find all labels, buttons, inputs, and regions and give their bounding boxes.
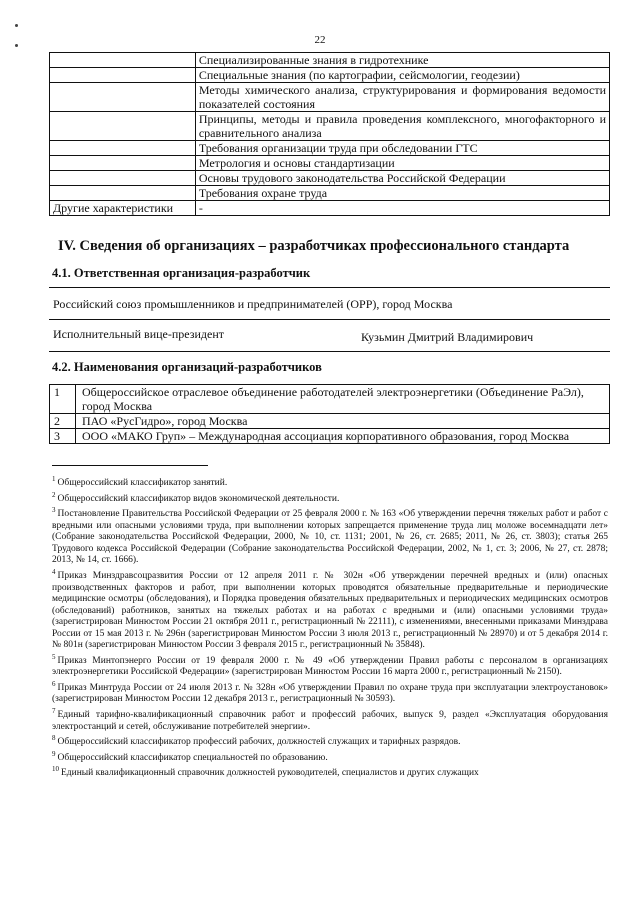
row-value: Основы трудового законодательства Российской Федерации (195, 171, 609, 186)
footnote-number: 5 (52, 652, 56, 661)
rule (49, 287, 610, 288)
table-row (50, 68, 610, 83)
organization-name: ПАО «РусГидро», город Москва (76, 414, 610, 429)
row-label (50, 112, 196, 141)
footnote (52, 764, 608, 780)
table-row (50, 141, 610, 156)
scan-mark (15, 24, 18, 27)
row-number: 1 (50, 385, 76, 414)
row-label (50, 83, 196, 112)
table-row (50, 429, 610, 444)
footnote-number: 7 (52, 706, 56, 715)
table-row (50, 385, 610, 414)
row-value: Метрология и основы стандартизации (195, 156, 609, 171)
footnote-number: 4 (52, 567, 56, 576)
row-number: 2 (50, 414, 76, 429)
knowledge-table (49, 52, 610, 216)
footnote-number: 3 (52, 506, 56, 515)
signatory-name: Кузьмин Дмитрий Владимирович (361, 330, 534, 344)
footnote-number: 8 (52, 734, 56, 743)
footnote-number: 1 (52, 475, 56, 483)
table-row (50, 53, 610, 68)
footnote-text: Постановление Правительства Российской Федерации от 25 февраля 2000 г. № 163 «Об утверждении перечня тяжелых работ и работ с вредными или опасными условиями труда, при выполнении которых запрещается применение труда лиц моложе восемнадцати лет» (Собрание законодательства Российской Федерации, 2000, № 10, ст. 1131; 2001, № 26, ст. 2685; 2011, № 26, ст. 3803); статья 265 Трудового кодекса Российской Федерации (Собрание законодательства Российской Федерации, 2002, № 1, ст. 3; 2006, № 27, ст. 2878; 2013, № 14, ст. 1666). (52, 509, 608, 566)
footnote-separator (52, 465, 208, 466)
organization-name: Российский союз промышленников и предпринимателей (ОРР), город Москва (53, 297, 453, 311)
footnote-text: Общероссийский классификатор профессий рабочих, должностей служащих и тарифных разрядов. (57, 737, 461, 748)
footnote (52, 490, 608, 506)
row-label (50, 186, 196, 201)
row-label (50, 156, 196, 171)
footnote-text: Единый квалификационный справочник должностей руководителей, специалистов и других служащих (61, 768, 479, 779)
table-row (50, 156, 610, 171)
rule (49, 319, 610, 320)
footnotes (52, 474, 608, 780)
footnote-text: Единый тарифно-квалификационный справочник работ и профессий рабочих, выпуск 9, раздел «Эксплуатация оборудования электростанций и сетей, обслуживание потребителей энергии». (52, 710, 608, 732)
signatory-position: Исполнительный вице-президент (53, 327, 225, 341)
table-row (50, 186, 610, 201)
row-value: Специальные знания (по картографии, сейсмологии, геодезии) (195, 68, 609, 83)
footnote (52, 749, 608, 765)
section-title: IV. Сведения об организациях – разработчиках профессионального стандарта (58, 238, 570, 254)
footnote (52, 733, 608, 749)
row-value: Требования охране труда (195, 186, 609, 201)
table-row (50, 83, 610, 112)
footnote-text: Общероссийский классификатор специальностей по образованию. (57, 752, 328, 763)
table-row (50, 112, 610, 141)
row-number: 3 (50, 429, 76, 444)
row-value: Специализированные знания в гидротехнике (195, 53, 609, 68)
footnote (52, 706, 608, 733)
subsection-4-2-heading: 4.2. Наименования организаций-разработчиков (52, 360, 322, 374)
table-row (50, 201, 610, 216)
row-label (50, 171, 196, 186)
footnote (52, 652, 608, 679)
row-label (50, 141, 196, 156)
organization-name: ООО «МАКО Груп» – Международная ассоциация корпоративного образования, город Москва (76, 429, 610, 444)
developer-organizations-table (49, 384, 610, 444)
footnote (52, 567, 608, 652)
row-value: Требования организации труда при обследовании ГТС (195, 141, 609, 156)
row-value: Методы химического анализа, структурирования и формирования ведомости показателей состояния (195, 83, 609, 112)
footnote-number: 9 (52, 749, 56, 758)
footnote-number: 6 (52, 679, 56, 688)
row-value: Принципы, методы и правила проведения комплексного, многофакторного и сравнительного анализа (195, 112, 609, 141)
table-row (50, 414, 610, 429)
footnote (52, 505, 608, 567)
page-number: 22 (314, 34, 326, 46)
footnote (52, 474, 608, 490)
footnote-text: Приказ Минздравсоцразвития России от 12 апреля 2011 г. № 302н «Об утверждении перечней вредных и (или) опасных производственных факторов и работ, при выполнении которых проводятся обязательные предварительные и периодические медицинские осмотры (обследования), и Порядка проведения обязательных предварительных и периодических медицинских осмотров (обследований) работников, занятых на тяжелых работах и на работах с вредными и (или) опасными условиями труда» (зарегистрирован Минюстом России 21 октября 2011 г., регистрационный № 22111), с изменениями, внесенными приказами Минздрава России от 15 мая 2013 г. № 296н (зарегистрирован Минюстом России 3 июля 2013 г., регистрационный № 28970) и от 5 декабря 2014 г. № 801н (зарегистрирован Минюстом России 3 февраля 2015 г., регистрационный № 35848). (52, 571, 608, 651)
row-value: - (195, 201, 609, 216)
footnote-text: Общероссийский классификатор занятий. (57, 478, 228, 489)
footnote-text: Приказ Минтопэнерго России от 19 февраля 2000 г. № 49 «Об утверждении Правил работы с персоналом в организациях электроэнергетики Российской Федерации» (зарегистрирован Минюстом России 16 марта 2000 г., регистрационный № 2150). (52, 655, 608, 678)
subsection-4-1-heading: 4.1. Ответственная организация-разработчик (52, 266, 311, 280)
footnote-text: Общероссийский классификатор видов экономической деятельности. (57, 493, 340, 504)
organization-name: Общероссийское отраслевое объединение работодателей электроэнергетики (Объединение РаЭл), город Москва (76, 385, 610, 414)
footnote-text: Приказ Минтруда России от 24 июля 2013 г. № 328н «Об утверждении Правил по охране труда при эксплуатации электроустановок» (зарегистрирован Минюстом России 12 декабря 2013 г., регистрационный № 30593). (52, 682, 608, 705)
row-label: Другие характеристики (50, 201, 196, 216)
table-row (50, 171, 610, 186)
row-label (50, 53, 196, 68)
footnote (52, 679, 608, 706)
rule (49, 351, 610, 352)
footnote-number: 2 (52, 490, 56, 499)
row-label (50, 68, 196, 83)
footnote-number: 10 (52, 765, 59, 774)
